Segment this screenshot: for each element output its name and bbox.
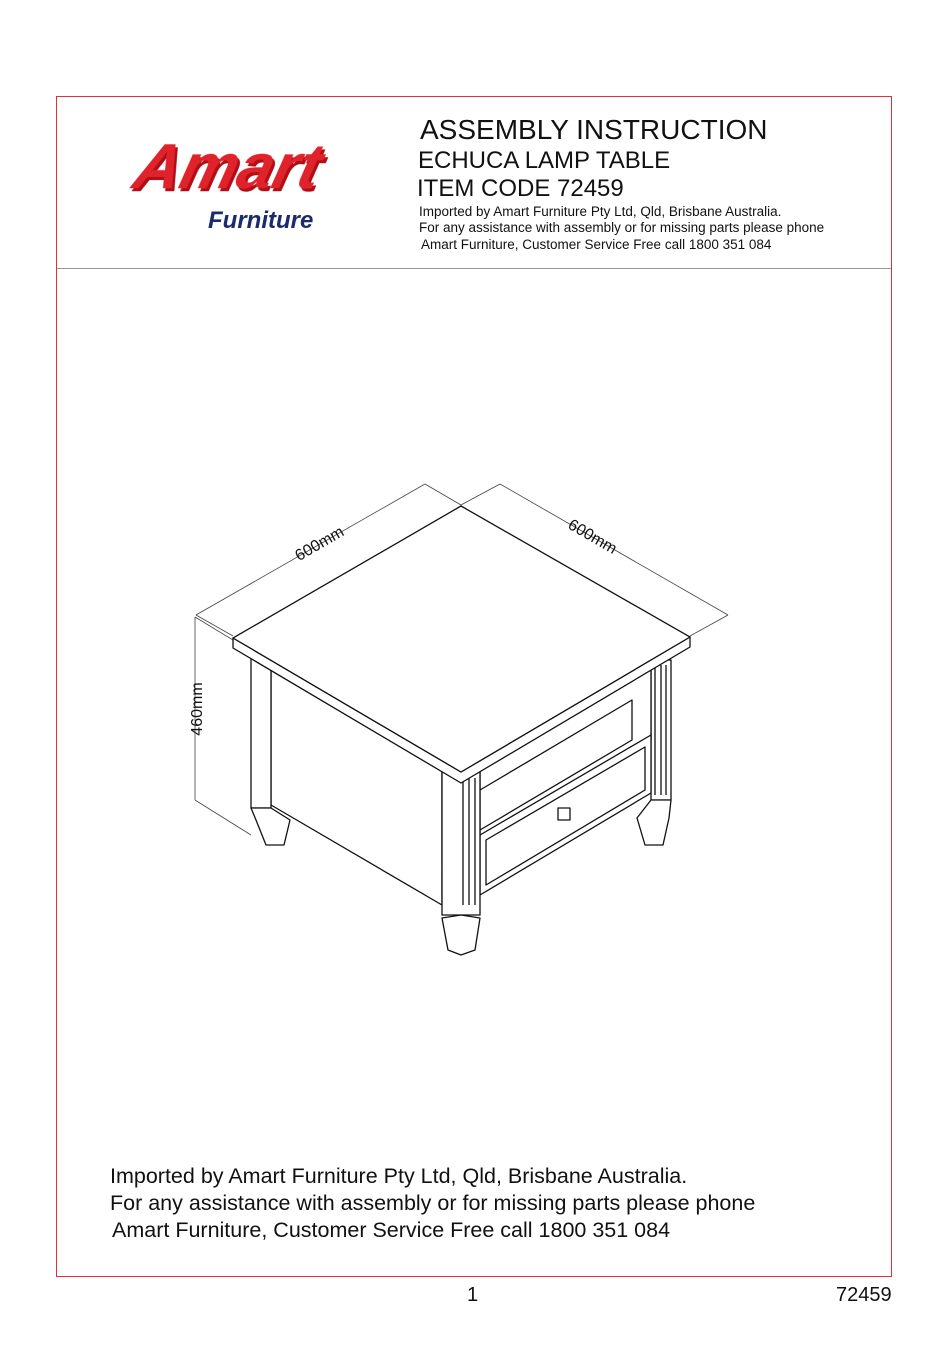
logo-sub: Furniture <box>208 207 314 234</box>
right-foot <box>637 800 671 845</box>
footer-import-line: Imported by Amart Furniture Pty Ltd, Qld, Brisbane Australia. <box>110 1164 688 1188</box>
left-foot <box>251 808 290 845</box>
header-import-line: Imported by Amart Furniture Pty Ltd, Qld, Brisbane Australia. <box>419 204 782 219</box>
footer-contact-line: Amart Furniture, Customer Service Free call 1800 351 084 <box>112 1218 671 1242</box>
page-number: 1 <box>467 1284 479 1306</box>
doc-title: ASSEMBLY INSTRUCTION <box>420 114 768 145</box>
header-contact-line: Amart Furniture, Customer Service Free call 1800 351 084 <box>421 237 772 252</box>
drawer-knob-icon[interactable] <box>558 808 570 820</box>
dim-width-label: 600mm <box>292 523 348 565</box>
dim-depth-label: 600mm <box>564 516 620 558</box>
product-name: ECHUCA LAMP TABLE <box>418 147 671 174</box>
footer-code: 72459 <box>836 1284 892 1306</box>
item-code: ITEM CODE 72459 <box>417 175 624 202</box>
footer-assist-line: For any assistance with assembly or for missing parts please phone <box>110 1191 756 1215</box>
logo-brand: Amart <box>127 130 330 202</box>
dim-height-label: 460mm <box>189 682 206 736</box>
front-foot <box>442 915 480 955</box>
front-leg <box>442 770 480 915</box>
left-leg <box>251 650 271 808</box>
header-assist-line: For any assistance with assembly or for missing parts please phone <box>419 220 825 235</box>
